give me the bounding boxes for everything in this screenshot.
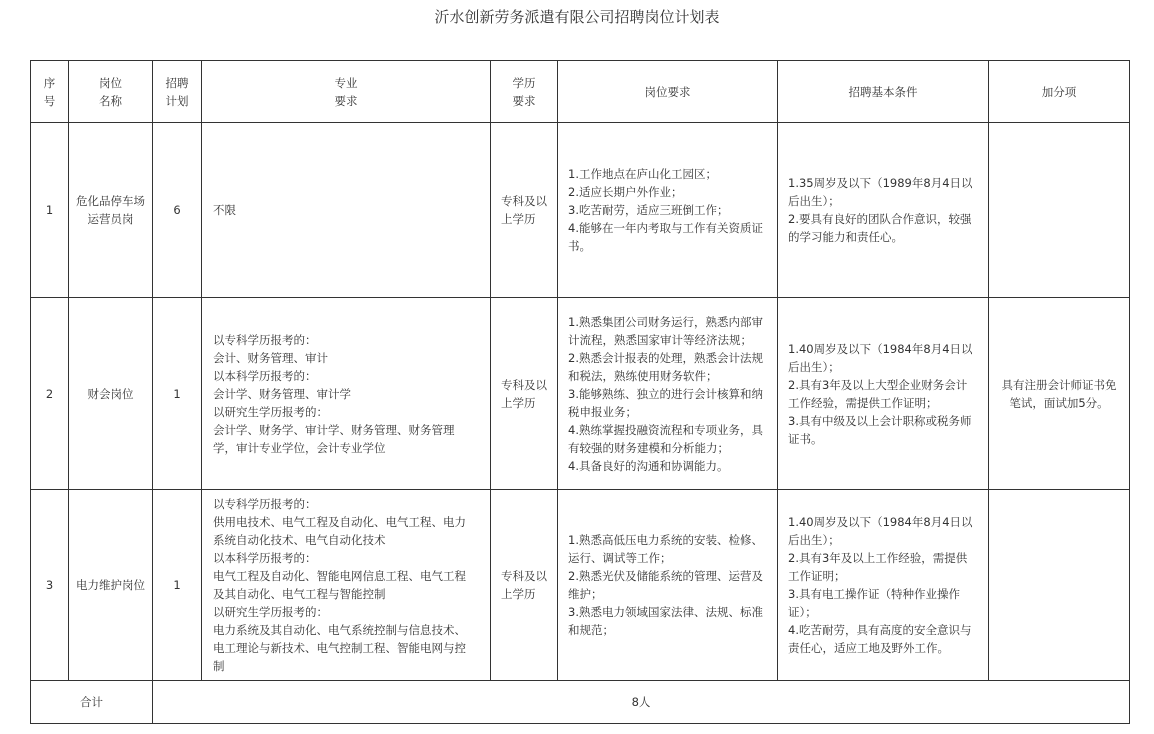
cell-bonus: 具有注册会计师证书免笔试，面试加5分。 bbox=[989, 298, 1130, 490]
header-seq: 序 号 bbox=[31, 61, 69, 123]
cell-seq: 3 bbox=[31, 490, 69, 681]
table-row bbox=[31, 298, 1130, 490]
cell-bonus bbox=[989, 123, 1130, 298]
cell-position: 电力维护岗位 bbox=[69, 490, 153, 681]
cell-major: 不限 bbox=[202, 123, 491, 298]
table-header-row bbox=[31, 61, 1130, 123]
table-row bbox=[31, 123, 1130, 298]
cell-education: 专科及以上学历 bbox=[491, 490, 558, 681]
page-title: 沂水创新劳务派遣有限公司招聘岗位计划表 bbox=[434, 8, 720, 26]
cell-plan: 1 bbox=[153, 298, 202, 490]
table-row bbox=[31, 490, 1130, 681]
cell-plan: 1 bbox=[153, 490, 202, 681]
cell-plan: 6 bbox=[153, 123, 202, 298]
header-position: 岗位 名称 bbox=[69, 61, 153, 123]
cell-education: 专科及以上学历 bbox=[491, 298, 558, 490]
cell-position: 危化品停车场运营员岗 bbox=[69, 123, 153, 298]
header-plan: 招聘 计划 bbox=[153, 61, 202, 123]
cell-major: 以专科学历报考的： 供用电技术、电气工程及自动化、电气工程、电力系统自动化技术、电气自动化技术 以本科学历报考的： 电气工程及自动化、智能电网信息工程、电气工程及其自动化、电气工程与智能控制 以研究生学历报考的： 电力系统及其自动化、电气系统控制与信息技术、电工理论与新技术、电气控制工程、智能电网与控制 bbox=[202, 490, 491, 681]
recruitment-plan-table bbox=[30, 60, 1130, 724]
header-major: 专业 要求 bbox=[202, 61, 491, 123]
cell-bonus bbox=[989, 490, 1130, 681]
cell-basic-conditions: 1.40周岁及以下（1984年8月4日以后出生）； 2.具有3年及以上大型企业财务会计工作经验，需提供工作证明； 3.具有中级及以上会计职称或税务师证书。 bbox=[778, 298, 989, 490]
total-label: 合计 bbox=[31, 681, 153, 724]
cell-position: 财会岗位 bbox=[69, 298, 153, 490]
total-row bbox=[31, 681, 1130, 724]
cell-major: 以专科学历报考的： 会计、财务管理、审计 以本科学历报考的： 会计学、财务管理、审计学 以研究生学历报考的： 会计学、财务学、审计学、财务管理、财务管理学，审计专业学位，会计专业学位 bbox=[202, 298, 491, 490]
header-bonus: 加分项 bbox=[989, 61, 1130, 123]
header-basic-conditions: 招聘基本条件 bbox=[778, 61, 989, 123]
cell-seq: 1 bbox=[31, 123, 69, 298]
cell-job-requirements: 1.熟悉高低压电力系统的安装、检修、运行、调试等工作； 2.熟悉光伏及储能系统的管理、运营及维护； 3.熟悉电力领域国家法律、法规、标准和规范； bbox=[558, 490, 778, 681]
cell-basic-conditions: 1.40周岁及以下（1984年8月4日以后出生）； 2.具有3年及以上工作经验，需提供工作证明； 3.具有电工操作证（特种作业操作证）； 4.吃苦耐劳，具有高度的安全意识与责任心，适应工地及野外工作。 bbox=[778, 490, 989, 681]
header-job-requirements: 岗位要求 bbox=[558, 61, 778, 123]
cell-basic-conditions: 1.35周岁及以下（1989年8月4日以后出生）； 2.要具有良好的团队合作意识，较强的学习能力和责任心。 bbox=[778, 123, 989, 298]
cell-job-requirements: 1.熟悉集团公司财务运行，熟悉内部审计流程，熟悉国家审计等经济法规； 2.熟悉会计报表的处理，熟悉会计法规和税法，熟练使用财务软件； 3.能够熟练、独立的进行会计核算和纳税申报业务； 4.熟练掌握投融资流程和专项业务，具有较强的财务建模和分析能力； 4.具备良好的沟通和协调能力。 bbox=[558, 298, 778, 490]
header-education: 学历 要求 bbox=[491, 61, 558, 123]
cell-seq: 2 bbox=[31, 298, 69, 490]
cell-job-requirements: 1.工作地点在庐山化工园区； 2.适应长期户外作业； 3.吃苦耐劳，适应三班倒工作； 4.能够在一年内考取与工作有关资质证书。 bbox=[558, 123, 778, 298]
total-value: 8人 bbox=[153, 681, 1130, 724]
cell-education: 专科及以上学历 bbox=[491, 123, 558, 298]
